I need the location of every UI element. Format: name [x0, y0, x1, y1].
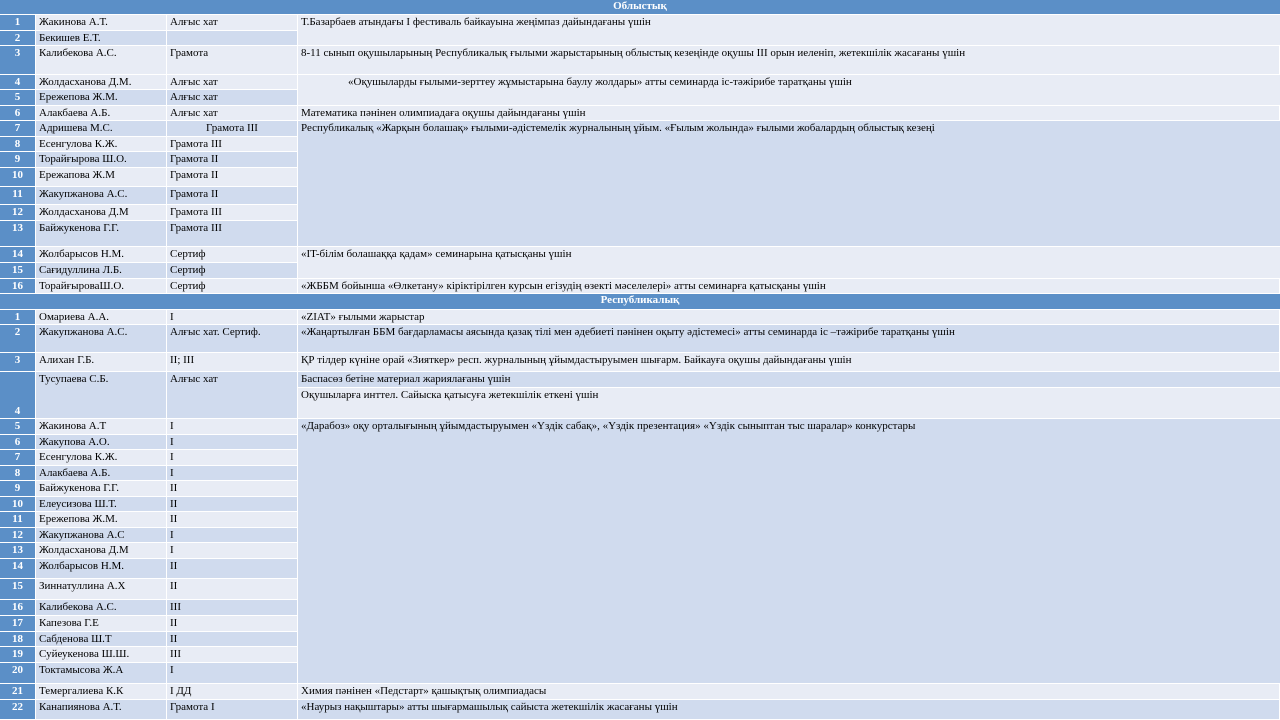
row-number: 8: [0, 466, 36, 481]
table-row: [0, 106, 1280, 121]
row-name: Елеусизова Ш.Т.: [36, 497, 167, 512]
row-number: 12: [0, 528, 36, 543]
row-award: Алғыс хат: [167, 106, 298, 121]
row-name: ТорайғыроваШ.О.: [36, 279, 167, 294]
table-row: [0, 684, 1280, 700]
row-award: Алғыс хат: [167, 372, 298, 419]
table-row: [0, 700, 1280, 720]
row-number: 9: [0, 152, 36, 168]
row-name: Омариева А.А.: [36, 310, 167, 325]
row-name: Жолдасханова Д.М.: [36, 75, 167, 90]
row-number: 14: [0, 247, 36, 263]
row-number: 3: [0, 353, 36, 372]
row-name: Жакупжанова А.С: [36, 528, 167, 543]
row-number: 13: [0, 221, 36, 247]
row-number: 21: [0, 684, 36, 700]
section-header-republican: Республикалық: [0, 294, 1280, 310]
row-award: Алғыс хат: [167, 90, 298, 106]
row-number: 16: [0, 600, 36, 616]
row-description: «ЖББМ бойынша «Өлкетану» кіріктірілген курсын егізудің өзекті мәселелері» атты семинарға қатысқаны үшін: [298, 279, 1280, 294]
table-row: [0, 353, 1280, 372]
row-number: 19: [0, 647, 36, 663]
row-description: Баспасөз бетіне материал жариялағаны үшін: [298, 372, 1280, 388]
row-award: Грамота III: [167, 121, 298, 137]
row-award: Грамота II: [167, 187, 298, 205]
row-award: Алғыс хат. Сертиф.: [167, 325, 298, 353]
row-name: Ережепова Ж.М.: [36, 90, 167, 106]
row-name: Ережепова Ж.М.: [36, 512, 167, 528]
row-award: Грамота III: [167, 221, 298, 247]
row-award: Алғыс хат: [167, 75, 298, 90]
row-name: Жолдасханова Д.М: [36, 205, 167, 221]
row-description: Т.Базарбаев атындағы I фестиваль байкауына жеңімпаз дайындағаны үшін: [298, 15, 1280, 46]
row-description: Республикалық «Жарқын болашақ» ғылыми-әдістемелік журналының ұйым. «Ғылым жолында» ғылыми жобалардың облыстық кезеңі: [298, 121, 1280, 247]
table-row: [0, 325, 1280, 353]
row-name: Алакбаева А.Б.: [36, 466, 167, 481]
row-number: 6: [0, 106, 36, 121]
row-name: Жакинова А.Т.: [36, 15, 167, 31]
row-number: 11: [0, 512, 36, 528]
row-award: Сертиф: [167, 247, 298, 263]
row-name: Жакупжанова А.С.: [36, 325, 167, 353]
row-description: Математика пәнінен олимпиадаға оқушы дайындағаны үшін: [298, 106, 1280, 121]
row-award: Грамота II: [167, 168, 298, 187]
row-award: Грамота I: [167, 700, 298, 720]
row-award: I: [167, 419, 298, 435]
row-award: Грамота: [167, 46, 298, 75]
row-award: I: [167, 466, 298, 481]
row-number: 6: [0, 435, 36, 450]
row-award: Сертиф: [167, 279, 298, 294]
row-number: 2: [0, 31, 36, 46]
row-name: Канапиянова А.Т.: [36, 700, 167, 720]
row-number: 15: [0, 579, 36, 600]
row-description: «Оқушыларды ғылыми-зерттеу жұмыстарына баулу жолдары» атты семинарда іс-тәжірибе таратқаны үшін: [298, 75, 1280, 106]
row-name: Сабденова Ш.Т: [36, 632, 167, 647]
row-name: Алакбаева А.Б.: [36, 106, 167, 121]
table-row: [0, 279, 1280, 294]
row-name: Сағидуллина Л.Б.: [36, 263, 167, 279]
row-award: I ДД: [167, 684, 298, 700]
row-name: Суйеукенова Ш.Ш.: [36, 647, 167, 663]
row-award: III: [167, 600, 298, 616]
row-award: II: [167, 616, 298, 632]
row-name: Зиннатуллина А.Х: [36, 579, 167, 600]
row-name: Токтамысова Ж.А: [36, 663, 167, 684]
row-number: 5: [0, 90, 36, 106]
row-description: ҚР тілдер күніне орай «Зияткер» респ. журналының ұйымдастыруымен шығарм. Байкауға оқушы дайындағаны үшін: [298, 353, 1280, 372]
row-award: II; III: [167, 353, 298, 372]
row-number: 22: [0, 700, 36, 720]
row-name: Алихан Г.Б.: [36, 353, 167, 372]
row-name: Байжукенова Г.Г.: [36, 481, 167, 497]
row-number: 1: [0, 310, 36, 325]
row-name: Жолбарысов Н.М.: [36, 559, 167, 579]
row-name: Жолдасханова Д.М: [36, 543, 167, 559]
section-header-regional: Облыстық: [0, 0, 1280, 15]
row-award: I: [167, 450, 298, 466]
row-award: I: [167, 435, 298, 450]
row-name: Жакупова А.О.: [36, 435, 167, 450]
row-number: 10: [0, 497, 36, 512]
row-award: II: [167, 559, 298, 579]
row-award: Алғыс хат: [167, 15, 298, 31]
row-award: II: [167, 497, 298, 512]
row-number: 14: [0, 559, 36, 579]
row-number: 5: [0, 419, 36, 435]
row-number: 3: [0, 46, 36, 75]
row-name: Темергалиева К.К: [36, 684, 167, 700]
row-number: 7: [0, 121, 36, 137]
row-name: Есенгулова К.Ж.: [36, 137, 167, 152]
row-award: II: [167, 579, 298, 600]
row-name: Жолбарысов Н.М.: [36, 247, 167, 263]
row-award: Сертиф: [167, 263, 298, 279]
row-number: 7: [0, 450, 36, 466]
row-award: Грамота II: [167, 152, 298, 168]
row-award: Грамота III: [167, 137, 298, 152]
row-name: Байжукенова Г.Г.: [36, 221, 167, 247]
row-number: 12: [0, 205, 36, 221]
row-description: Оқушыларға инттел. Сайыска қатысуға жетекшілік еткені үшін: [298, 388, 1280, 419]
row-award: II: [167, 481, 298, 497]
row-award: [167, 31, 298, 46]
row-name: Адришева М.С.: [36, 121, 167, 137]
row-number: 9: [0, 481, 36, 497]
row-number: 11: [0, 187, 36, 205]
row-name: Ережапова Ж.М: [36, 168, 167, 187]
table-row: [0, 46, 1280, 75]
row-number: 20: [0, 663, 36, 684]
row-award: I: [167, 310, 298, 325]
row-name: Есенгулова К.Ж.: [36, 450, 167, 466]
row-description: Химия пәнінен «Педстарт» қашықтық олимпиадасы: [298, 684, 1280, 700]
row-award: Грамота III: [167, 205, 298, 221]
table-row: [0, 310, 1280, 325]
row-number: 13: [0, 543, 36, 559]
row-number: 4: [0, 372, 36, 419]
row-description: «Дарабоз» оқу орталығының ұйымдастыруымен «Үздік сабақ», «Үздік презентация» «Үздік сыныптан тыс шаралар» конкурстары: [298, 419, 1280, 684]
row-award: II: [167, 632, 298, 647]
row-description: «ZIAT» ғылыми жарыстар: [298, 310, 1280, 325]
row-award: II: [167, 512, 298, 528]
row-number: 18: [0, 632, 36, 647]
row-description: «IT-білім болашаққа қадам» семинарына қатысқаны үшін: [298, 247, 1280, 279]
row-number: 17: [0, 616, 36, 632]
row-award: I: [167, 543, 298, 559]
row-name: Калибекова А.С.: [36, 600, 167, 616]
row-description: «Жаңартылған ББМ бағдарламасы аясында қазақ тілі мен әдебиеті пәнінен оқыту әдістемесі» атты семинарда іс –тәжірибе таратқаны үшін: [298, 325, 1280, 353]
row-name: Капезова Г.Е: [36, 616, 167, 632]
row-name: Бекишев Е.Т.: [36, 31, 167, 46]
row-name: Жакупжанова А.С.: [36, 187, 167, 205]
row-name: Калибекова А.С.: [36, 46, 167, 75]
row-number: 10: [0, 168, 36, 187]
row-award: I: [167, 663, 298, 684]
row-award: III: [167, 647, 298, 663]
row-award: I: [167, 528, 298, 543]
row-description: 8-11 сынып оқушыларының Республикалық ғылыми жарыстарының облыстық кезеңінде оқушы III орын иеленіп, жетекшілік жасағаны үшін: [298, 46, 1280, 75]
row-name: Тусупаева С.Б.: [36, 372, 167, 419]
row-number: 15: [0, 263, 36, 279]
row-number: 4: [0, 75, 36, 90]
row-name: Жакинова А.Т: [36, 419, 167, 435]
row-number: 16: [0, 279, 36, 294]
row-name: Торайғырова Ш.О.: [36, 152, 167, 168]
row-number: 2: [0, 325, 36, 353]
row-number: 1: [0, 15, 36, 31]
row-description: «Наурыз нақыштары» атты шығармашылық сайыста жетекшілік жасағаны үшін: [298, 700, 1280, 720]
row-number: 8: [0, 137, 36, 152]
